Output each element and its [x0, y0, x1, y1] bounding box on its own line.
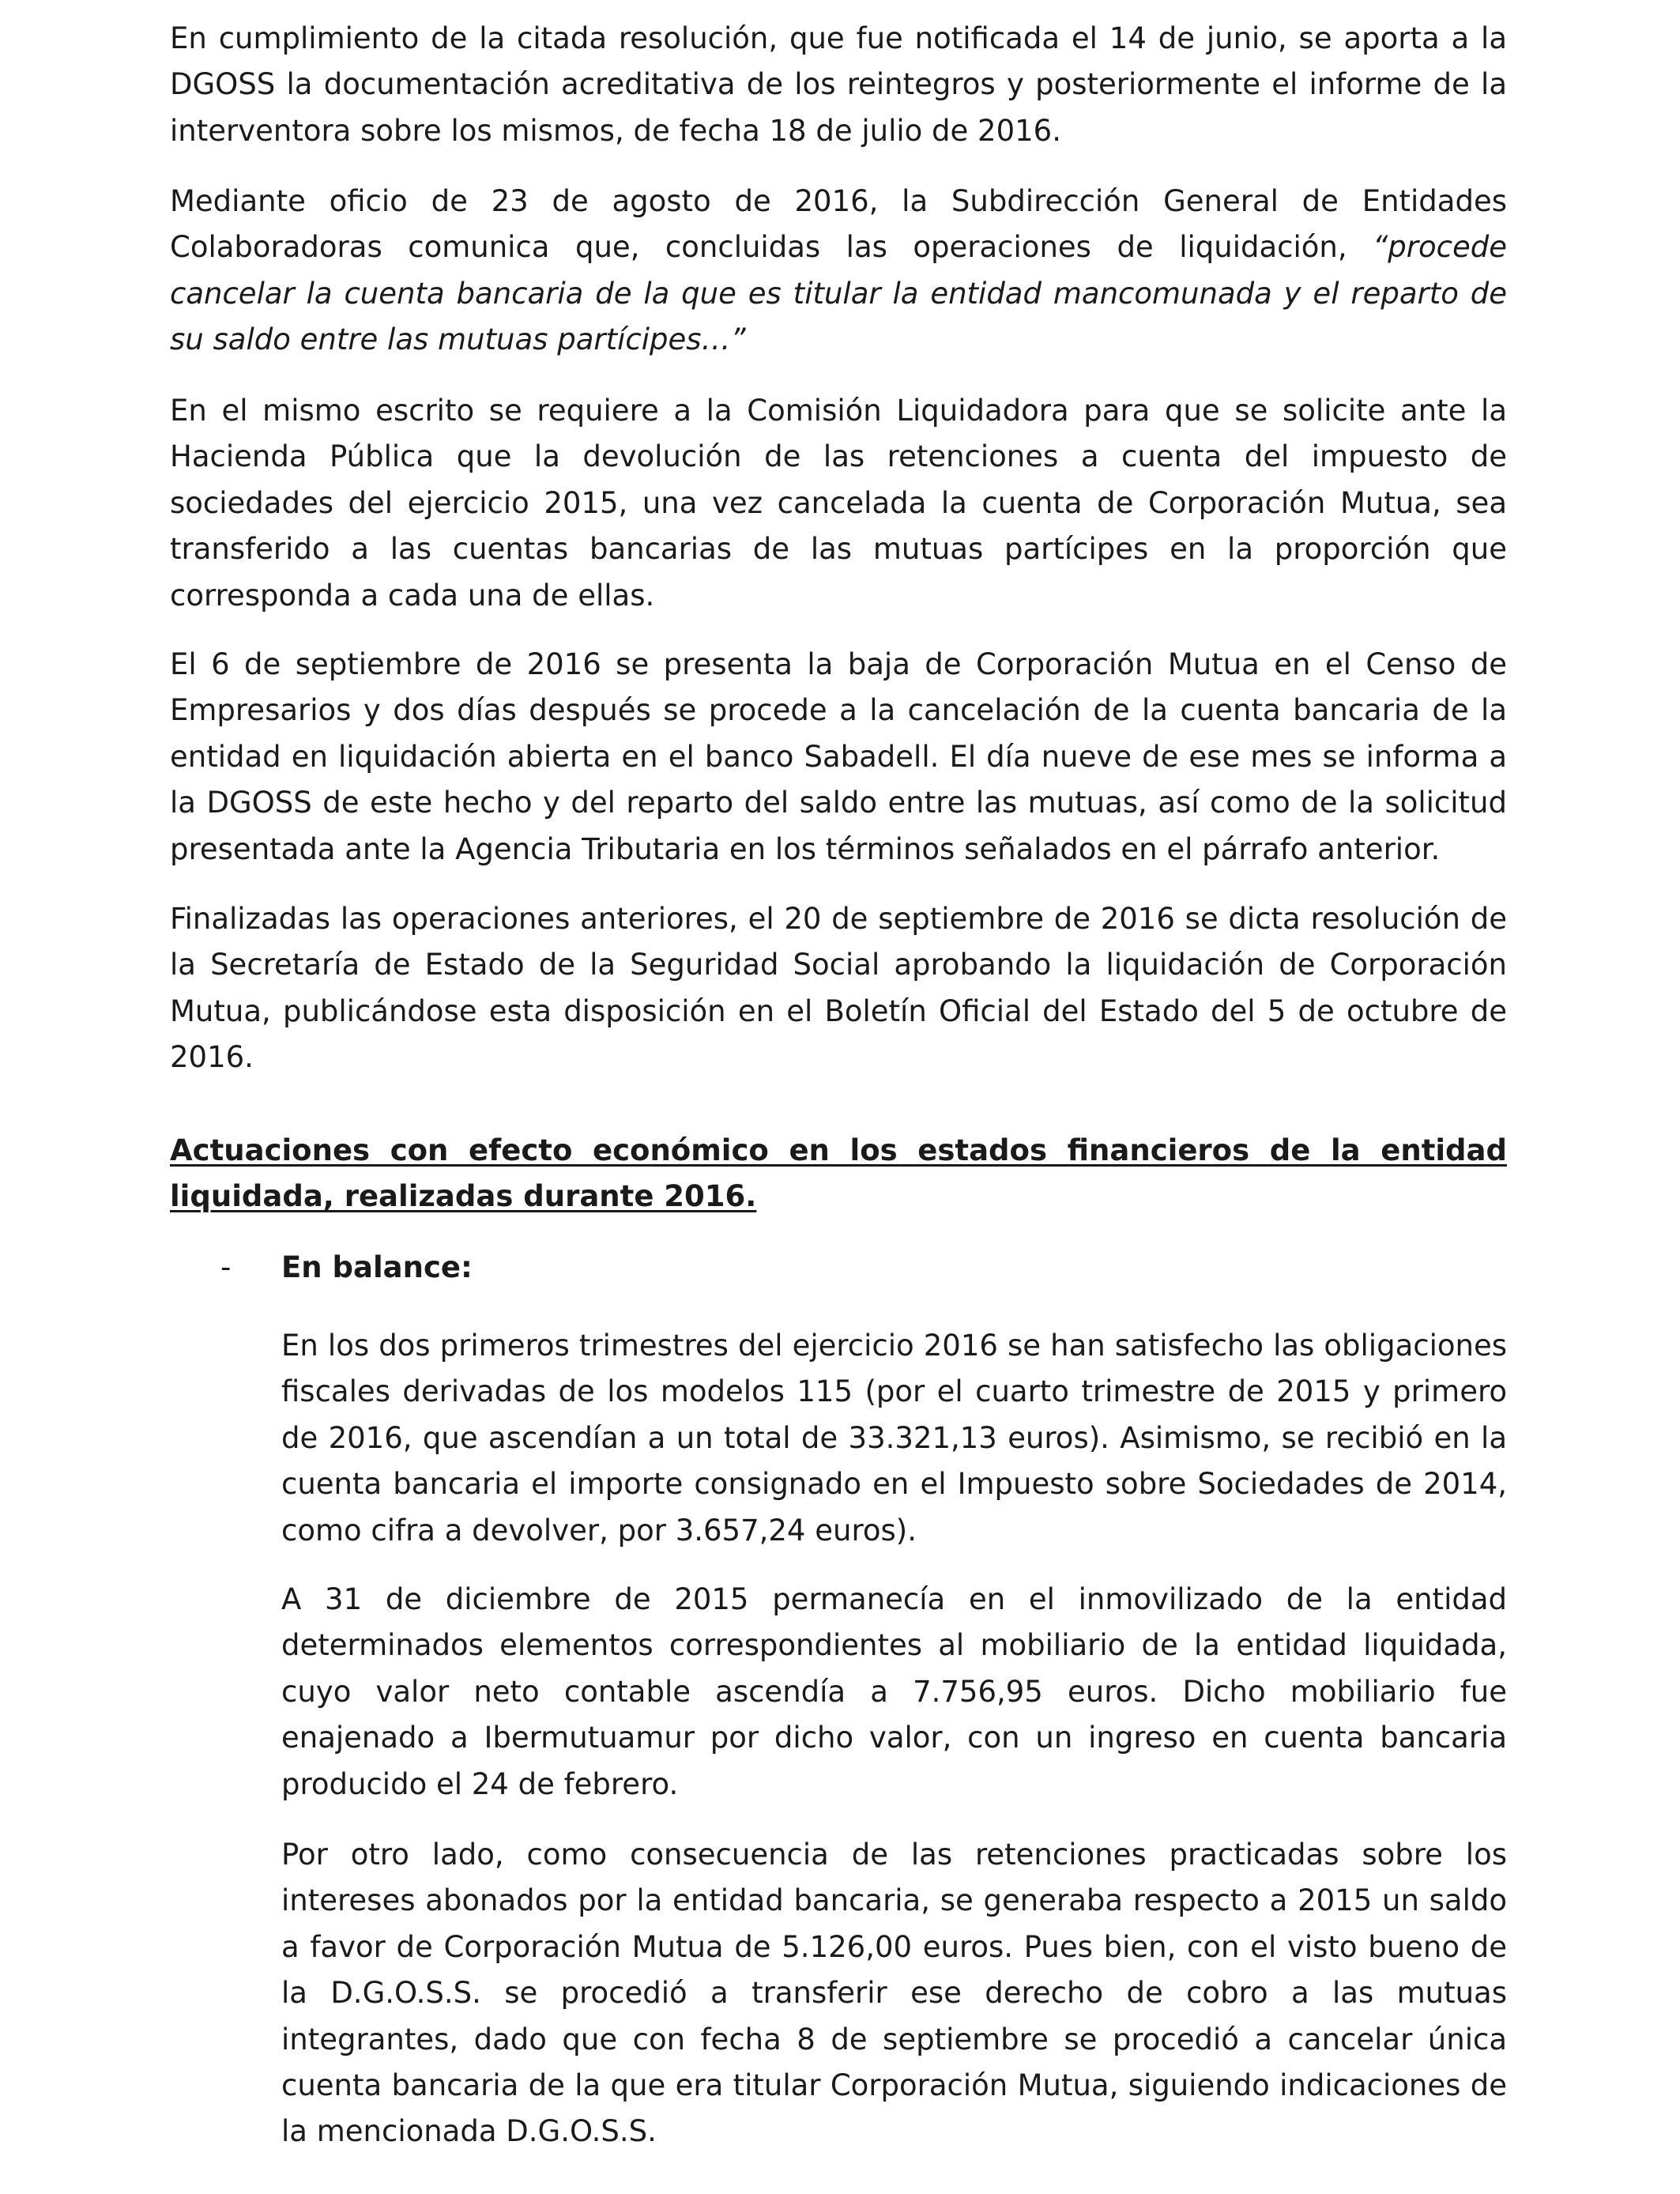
paragraph-resolution-notification: En cumplimiento de la citada resolución, que fue notificada el 14 de junio, se aporta a la DGOSS la documentación acreditativa de los reintegros y posteriormente el informe de la interventora sobre los mismos, de fecha 18 de julio de 2016.	[170, 21, 1507, 148]
subparagraph-obligaciones-fiscales: En los dos primeros trimestres del ejercicio 2016 se han satisfecho las obligaciones fiscales derivadas de los modelos 115 (por el cuarto trimestre de 2015 y primero de 2016, que ascendían a un total de 33.321,13 euros). Asimismo, se recibió en la cuenta bancaria el importe consignado en el Impuesto sobre Sociedades de 2014, como cifra a devolver, por 3.657,24 euros).	[281, 1329, 1507, 1547]
subparagraph-inmovilizado: A 31 de diciembre de 2015 permanecía en el inmovilizado de la entidad determinados elementos correspondientes al mobiliario de la entidad liquidada, cuyo valor neto contable ascendía a 7.756,95 euros. Dicho mobiliario fue enajenado a Ibermutuamur por dicho valor, con un ingreso en cuenta bancaria producido el 24 de febrero.	[281, 1582, 1507, 1801]
subparagraph-retenciones: Por otro lado, como consecuencia de las retenciones practicadas sobre los intereses abonados por la entidad bancaria, se generaba respecto a 2015 un saldo a favor de Corporación Mutua de 5.126,00 euros. Pues bien, con el visto bueno de la D.G.O.S.S. se procedió a transferir ese derecho de cobro a las mutuas integrantes, dado que con fecha 8 de septiembre se procedió a cancelar única cuenta bancaria de la que era titular Corporación Mutua, siguiendo indicaciones de la mencionada D.G.O.S.S.	[281, 1838, 1507, 2149]
paragraph-oficio-text: Mediante oficio de 23 de agosto de 2016, la Subdirección General de Entidades Colaboradoras comunica que, concluidas las operaciones de liquidación,	[170, 184, 1507, 265]
bullet-label: En balance:	[281, 1250, 473, 1284]
paragraph-baja-censo: El 6 de septiembre de 2016 se presenta la baja de Corporación Mutua en el Censo de Empresarios y dos días después se procede a la cancelación de la cuenta bancaria de la entidad en liquidación abierta en el banco Sabadell. El día nueve de ese mes se informa a la DGOSS de este hecho y del reparto del saldo entre las mutuas, así como de la solicitud presentada ante la Agencia Tributaria en los términos señalados en el párrafo anterior.	[170, 647, 1507, 866]
section-heading-text: Actuaciones con efecto económico en los estados financieros de la entidad liquidada, realizadas durante 2016.	[170, 1133, 1507, 1214]
bullet-en-balance	[170, 1245, 1507, 1291]
paragraph-oficio-agosto	[170, 179, 1507, 364]
section-heading	[170, 1128, 1507, 1220]
bullet-dash: -	[220, 1250, 232, 1284]
paragraph-oficio-quote: “procede cancelar la cuenta bancaria de la que es titular la entidad mancomunada y el reparto de su saldo entre las mutuas partícipes…”	[170, 230, 1507, 357]
paragraph-resolucion-final: Finalizadas las operaciones anteriores, el 20 de septiembre de 2016 se dicta resolución de la Secretaría de Estado de la Seguridad Social aprobando la liquidación de Corporación Mutua, publicándose esta disposición en el Boletín Oficial del Estado del 5 de octubre de 2016.	[170, 902, 1507, 1075]
paragraph-comision-liquidadora: En el mismo escrito se requiere a la Comisión Liquidadora para que se solicite ante la Hacienda Pública que la devolución de las retenciones a cuenta del impuesto de sociedades del ejercicio 2015, una vez cancelada la cuenta de Corporación Mutua, sea transferido a las cuentas bancarias de las mutuas partícipes en la proporción que corresponda a cada una de ellas.	[170, 394, 1507, 613]
